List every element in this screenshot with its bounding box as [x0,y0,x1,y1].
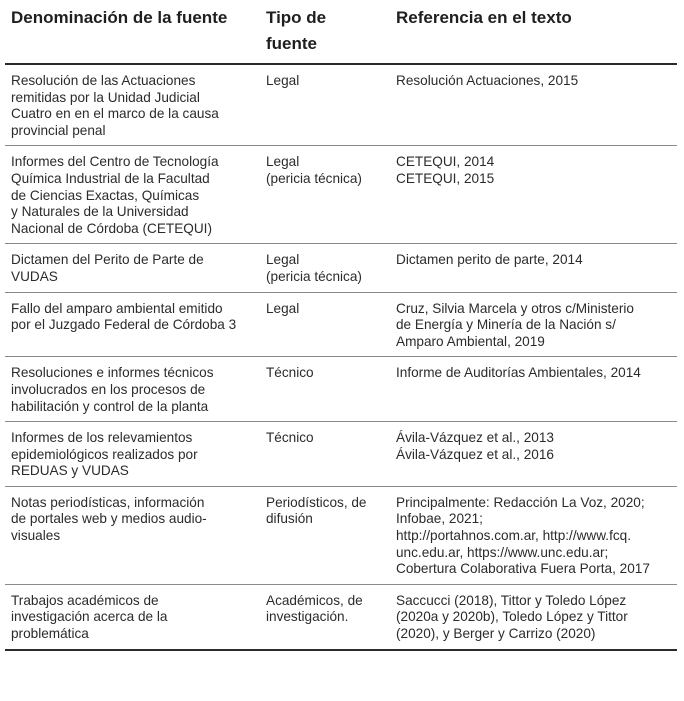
source-reference-cell-line: (2020a y 2020b), Toledo López y Tittor [396,609,628,625]
source-reference-cell-line: Informe de Auditorías Ambientales, 2014 [396,365,641,381]
source-name-cell [5,64,260,146]
source-reference-cell-line: Saccucci (2018), Tittor y Toledo López [396,592,627,608]
header-type [260,4,390,64]
source-name-cell-line: involucrados en los procesos de [11,381,206,397]
source-reference-cell-line: Ávila-Vázquez et al., 2016 [396,446,554,462]
source-reference-cell [390,292,677,357]
source-name-cell-line: Trabajos académicos de [11,592,159,608]
source-name-cell-line: remitidas por la Unidad Judicial [11,89,200,105]
table-row [5,422,677,487]
source-reference-cell [390,244,677,292]
header-row [5,4,677,64]
source-type-cell-line: Periodísticos, de [266,494,367,510]
source-type-cell [260,292,390,357]
source-type-cell-line: investigación. [266,609,349,625]
source-type-cell-line: Legal [266,300,300,316]
source-name-cell-line: Cuatro en en el marco de la causa [11,106,219,122]
source-type-cell-line: difusión [266,511,313,527]
source-type-cell-line: Legal [266,73,300,88]
source-type-cell [260,357,390,422]
header-name [5,4,260,64]
table-row [5,357,677,422]
source-type-cell [260,64,390,146]
source-reference-cell-line: Infobae, 2021; [396,511,483,527]
source-name-cell-line: Notas periodísticas, información [11,494,205,510]
source-name-cell [5,357,260,422]
source-type-cell [260,146,390,244]
source-reference-cell-line: Principalmente: Redacción La Voz, 2020; [396,494,645,510]
header-type-line-2: fuente [266,34,317,53]
source-name-cell-line: epidemiológicos realizados por [11,446,198,462]
source-name-cell-line: por el Juzgado Federal de Córdoba 3 [11,317,237,333]
table-header [5,4,677,64]
source-name-cell-line: VUDAS [11,268,58,284]
source-name-cell-line: REDUAS y VUDAS [11,463,129,479]
source-reference-cell-line: Amparo Ambiental, 2019 [396,333,545,349]
source-type-cell-line: Técnico [266,430,314,446]
source-name-cell-line: Nacional de Córdoba (CETEQUI) [11,220,212,236]
source-reference-cell [390,486,677,584]
source-reference-cell-line: de Energía y Minería de la Nación s/ [396,317,616,333]
source-name-cell-line: Resolución de las Actuaciones [11,73,196,88]
table-row [5,244,677,292]
table-row [5,146,677,244]
source-type-cell-line: Legal [266,252,300,268]
source-reference-cell-line: Cruz, Silvia Marcela y otros c/Ministerio [396,300,634,316]
source-type-cell [260,422,390,487]
header-name-text: Denominación de la fuente [11,8,228,27]
source-name-cell-line: provincial penal [11,122,106,138]
source-reference-cell [390,422,677,487]
source-type-cell-line: (pericia técnica) [266,170,362,186]
table-row [5,64,677,146]
source-name-cell-line: Dictamen del Perito de Parte de [11,252,204,268]
source-name-cell [5,486,260,584]
source-name-cell-line: Informes del Centro de Tecnología [11,154,219,170]
source-reference-cell [390,64,677,146]
source-reference-cell-line: unc.edu.ar, https://www.unc.edu.ar; [396,544,609,560]
source-name-cell [5,292,260,357]
header-reference [390,4,677,64]
source-type-cell [260,486,390,584]
source-reference-cell-line: (2020), y Berger y Carrizo (2020) [396,626,596,642]
source-reference-cell-line: http://portahnos.com.ar, http://www.fcq. [396,528,631,544]
header-type-line-1: Tipo de [266,8,327,27]
table-body [5,64,677,650]
source-type-cell [260,584,390,649]
source-reference-cell-line: Cobertura Colaborativa Fuera Porta, 2017 [396,561,650,577]
source-name-cell-line: Informes de los relevamientos [11,430,193,446]
source-type-cell-line: Académicos, de [266,592,363,608]
source-reference-cell [390,357,677,422]
source-name-cell-line: de Ciencias Exactas, Químicas [11,187,200,203]
source-type-cell [260,244,390,292]
source-name-cell [5,244,260,292]
source-type-cell-line: (pericia técnica) [266,268,362,284]
table-row [5,584,677,649]
sources-table [5,4,677,651]
source-name-cell-line: de portales web y medios audio- [11,511,207,527]
source-reference-cell-line: Dictamen perito de parte, 2014 [396,252,583,268]
source-name-cell [5,422,260,487]
source-type-cell-line: Técnico [266,365,314,381]
source-reference-cell-line: CETEQUI, 2015 [396,170,495,186]
source-name-cell-line: habilitación y control de la planta [11,398,209,414]
source-name-cell-line: problemática [11,626,89,642]
source-type-cell-line: Legal [266,154,300,170]
table-row [5,292,677,357]
source-reference-cell [390,584,677,649]
source-reference-cell-line: Ávila-Vázquez et al., 2013 [396,430,554,446]
source-name-cell [5,146,260,244]
source-name-cell-line: Química Industrial de la Facultad [11,170,210,186]
source-name-cell-line: y Naturales de la Universidad [11,204,189,220]
source-reference-cell-line: CETEQUI, 2014 [396,154,495,170]
table-row [5,486,677,584]
source-name-cell-line: Resoluciones e informes técnicos [11,365,214,381]
source-name-cell-line: Fallo del amparo ambiental emitido [11,300,223,316]
source-name-cell-line: investigación acerca de la [11,609,168,625]
source-reference-cell [390,146,677,244]
source-name-cell-line: visuales [11,528,61,544]
source-name-cell [5,584,260,649]
source-reference-cell-line: Resolución Actuaciones, 2015 [396,73,579,88]
header-reference-text: Referencia en el texto [396,8,572,27]
